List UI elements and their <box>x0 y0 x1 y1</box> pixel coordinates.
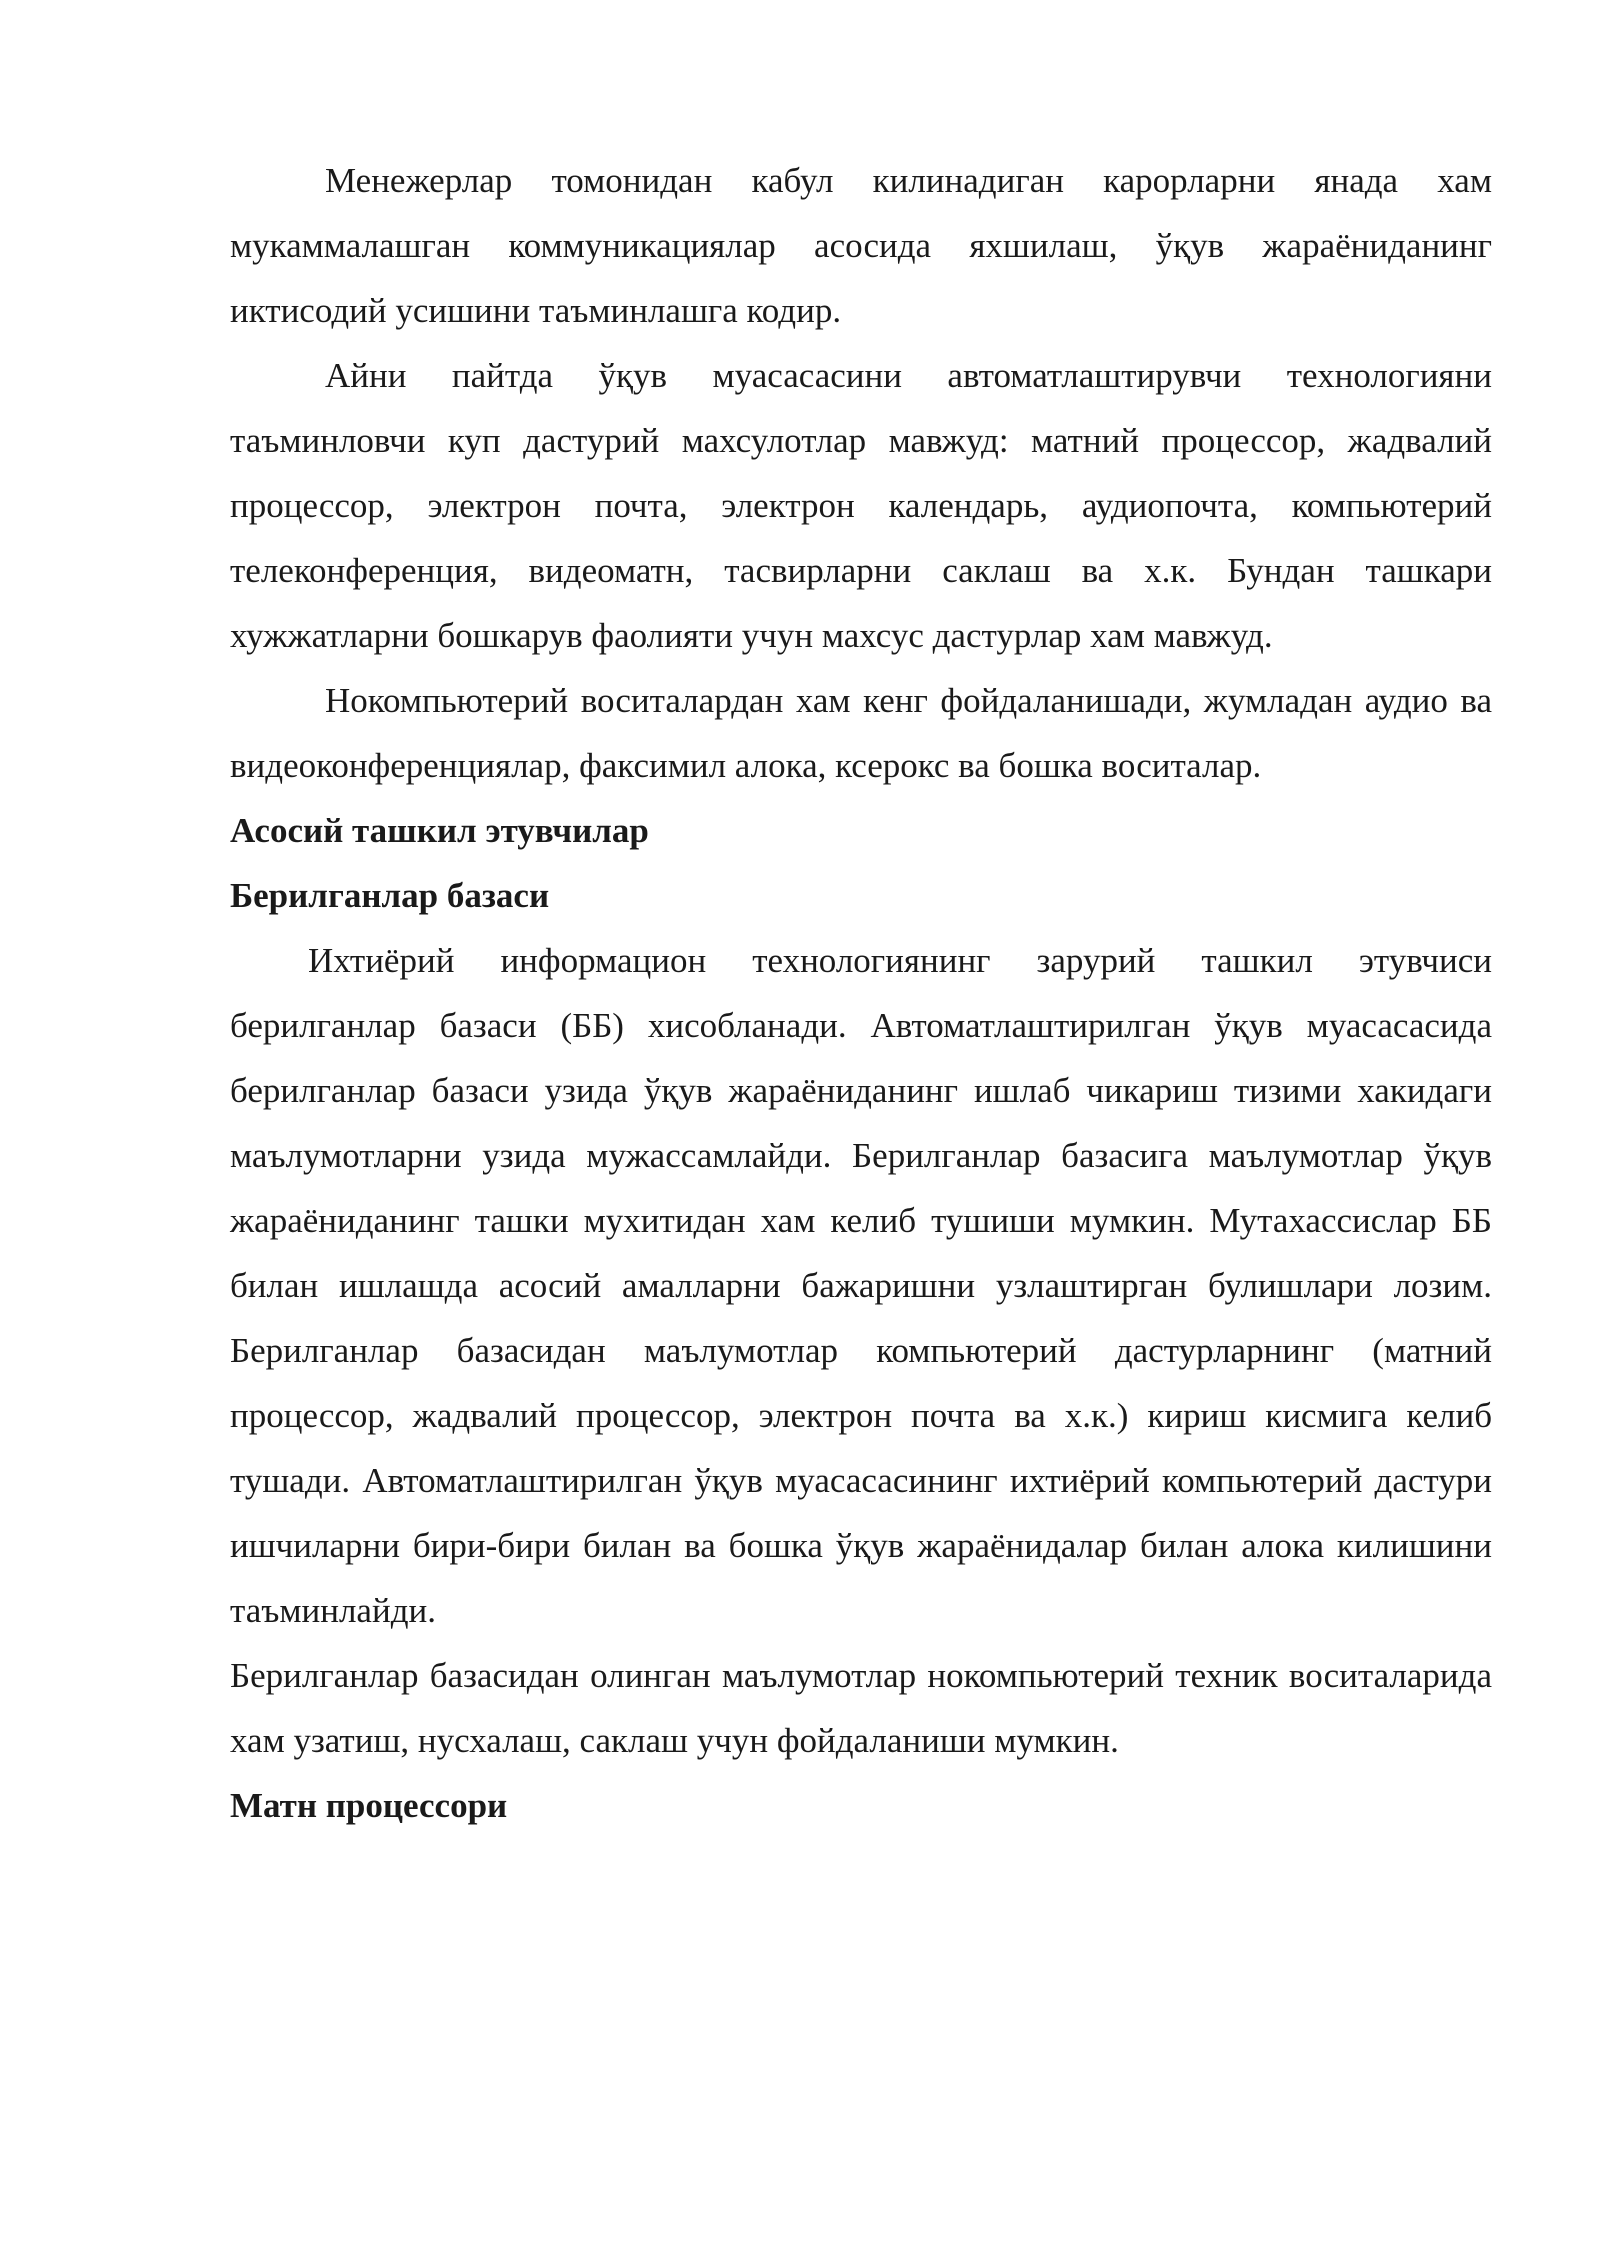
paragraph-noncomputer-tools: Нокомпьютерий воситалардан хам кенг фойдаланишади, жумладан аудио ва видеоконференциялар, факсимил алока, ксерокс ва бошка воситалар. <box>230 681 1492 785</box>
paragraph-database-description: Ихтиёрий информацион технологиянинг зарурий ташкил этувчиси берилганлар базаси (ББ) хисобланади. Автоматлаштирилган ўқув муасасасида берилганлар базаси узида ўқув жараёниданинг ишлаб чикариш тизими хакидаги маълумотларни узида мужассамлайди. Берилганлар базасига маълумотлар ўқув жараёниданинг ташки мухитидан хам келиб тушиши мумкин. Мутахассислар ББ билан ишлашда асосий амалларни бажаришни узлаштирган булишлари лозим. Берилганлар базасидан маълумотлар компьютерий дастурларнинг (матний процессор, жадвалий процессор, электрон почта ва х.к.) кириш кисмига келиб тушади. Автоматлаштирилган ўқув муасасасининг ихтиёрий компьютерий дастури ишчиларни бири-бири билан ва бошка ўқув жараёнидалар билан алока килишини таъминлайди. <box>230 941 1492 1630</box>
paragraph-managers-decisions: Менежерлар томонидан кабул килинадиган карорларни янада хам мукаммалашган коммуникациялар асосида яхшилаш, ўқув жараёниданинг иктисодий усишини таъминлашга кодир. <box>230 161 1492 330</box>
heading-main-components: Асосий ташкил этувчилар <box>230 811 649 850</box>
heading-database: Берилганлар базаси <box>230 876 550 915</box>
heading-text-processor: Матн процессори <box>230 1786 508 1825</box>
paragraph-software-products: Айни пайтда ўқув муасасасини автоматлаштирувчи технологияни таъминловчи куп дастурий махсулотлар мавжуд: матний процессор, жадвалий процессор, электрон почта, электрон календарь, аудиопочта, компьютерий телеконференция, видеоматн, тасвирларни саклаш ва х.к. Бундан ташкари хужжатларни бошкарув фаолияти учун махсус дастурлар хам мавжуд. <box>230 356 1492 655</box>
paragraph-database-usage: Берилганлар базасидан олинган маълумотлар нокомпьютерий техник воситаларида хам узатиш, нусхалаш, саклаш учун фойдаланиши мумкин. <box>230 1656 1492 1760</box>
document-body <box>230 148 1492 1838</box>
